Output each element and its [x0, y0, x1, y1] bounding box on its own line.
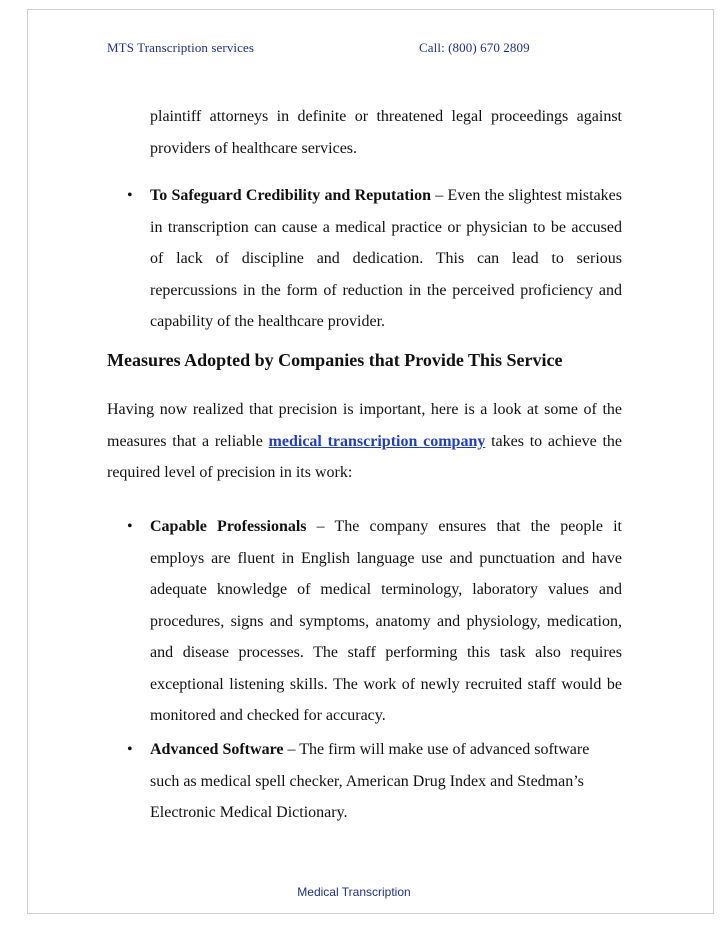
- footer-text: Medical Transcription: [297, 885, 411, 899]
- intro-before: Having now realized that precision is important, here is a look at some of the measures that a reliable: [107, 401, 622, 450]
- page-footer: [0, 885, 728, 899]
- bullet-professionals-title: Capable Professionals: [150, 518, 307, 535]
- bullet-marker: •: [127, 187, 133, 204]
- header-company: MTS Transcription services: [107, 40, 255, 55]
- bullet-software-title: Advanced Software: [150, 741, 284, 758]
- intro-after: takes to achieve the required level of precision in its work:: [107, 432, 623, 481]
- bullet-marker: •: [127, 741, 133, 758]
- bullet-marker: •: [127, 518, 133, 535]
- bullet-credibility-text: – Even the slightest mistakes in transcription can cause a medical practice or physician to be accused of lack of discipline and dedication. This can lead to serious repercussions in the form of reduction in the perceived proficiency and capability of the healthcare provider.: [150, 187, 622, 330]
- header-phone: Call: (800) 670 2809: [419, 40, 530, 55]
- bullet-software-text: – The firm will make use of advanced software such as medical spell checker, American Drug Index and Stedman’s Electronic Medical Dictionary.: [150, 741, 590, 821]
- continuation-paragraph: plaintiff attorneys in definite or threatened legal proceedings against providers of healthcare services.: [150, 108, 622, 157]
- bullet-credibility-title: To Safeguard Credibility and Reputation: [150, 187, 432, 204]
- section-heading: Measures Adopted by Companies that Provide This Service: [107, 350, 563, 370]
- bullet-credibility: [150, 180, 622, 338]
- bullet-professionals-text: – The company ensures that the people it employs are fluent in English language use and punctuation and have adequate knowledge of medical terminology, laboratory values and procedures, signs and symptoms, anatomy and physiology, medication, and disease processes. The staff performing this task also requires exceptional listening skills. The work of newly recruited staff would be monitored and checked for accuracy.: [150, 518, 622, 724]
- bullet-professionals: [150, 511, 622, 732]
- intro-paragraph: [107, 394, 622, 489]
- medical-transcription-company-link[interactable]: medical transcription company: [268, 432, 486, 450]
- bullet-software: [150, 734, 622, 829]
